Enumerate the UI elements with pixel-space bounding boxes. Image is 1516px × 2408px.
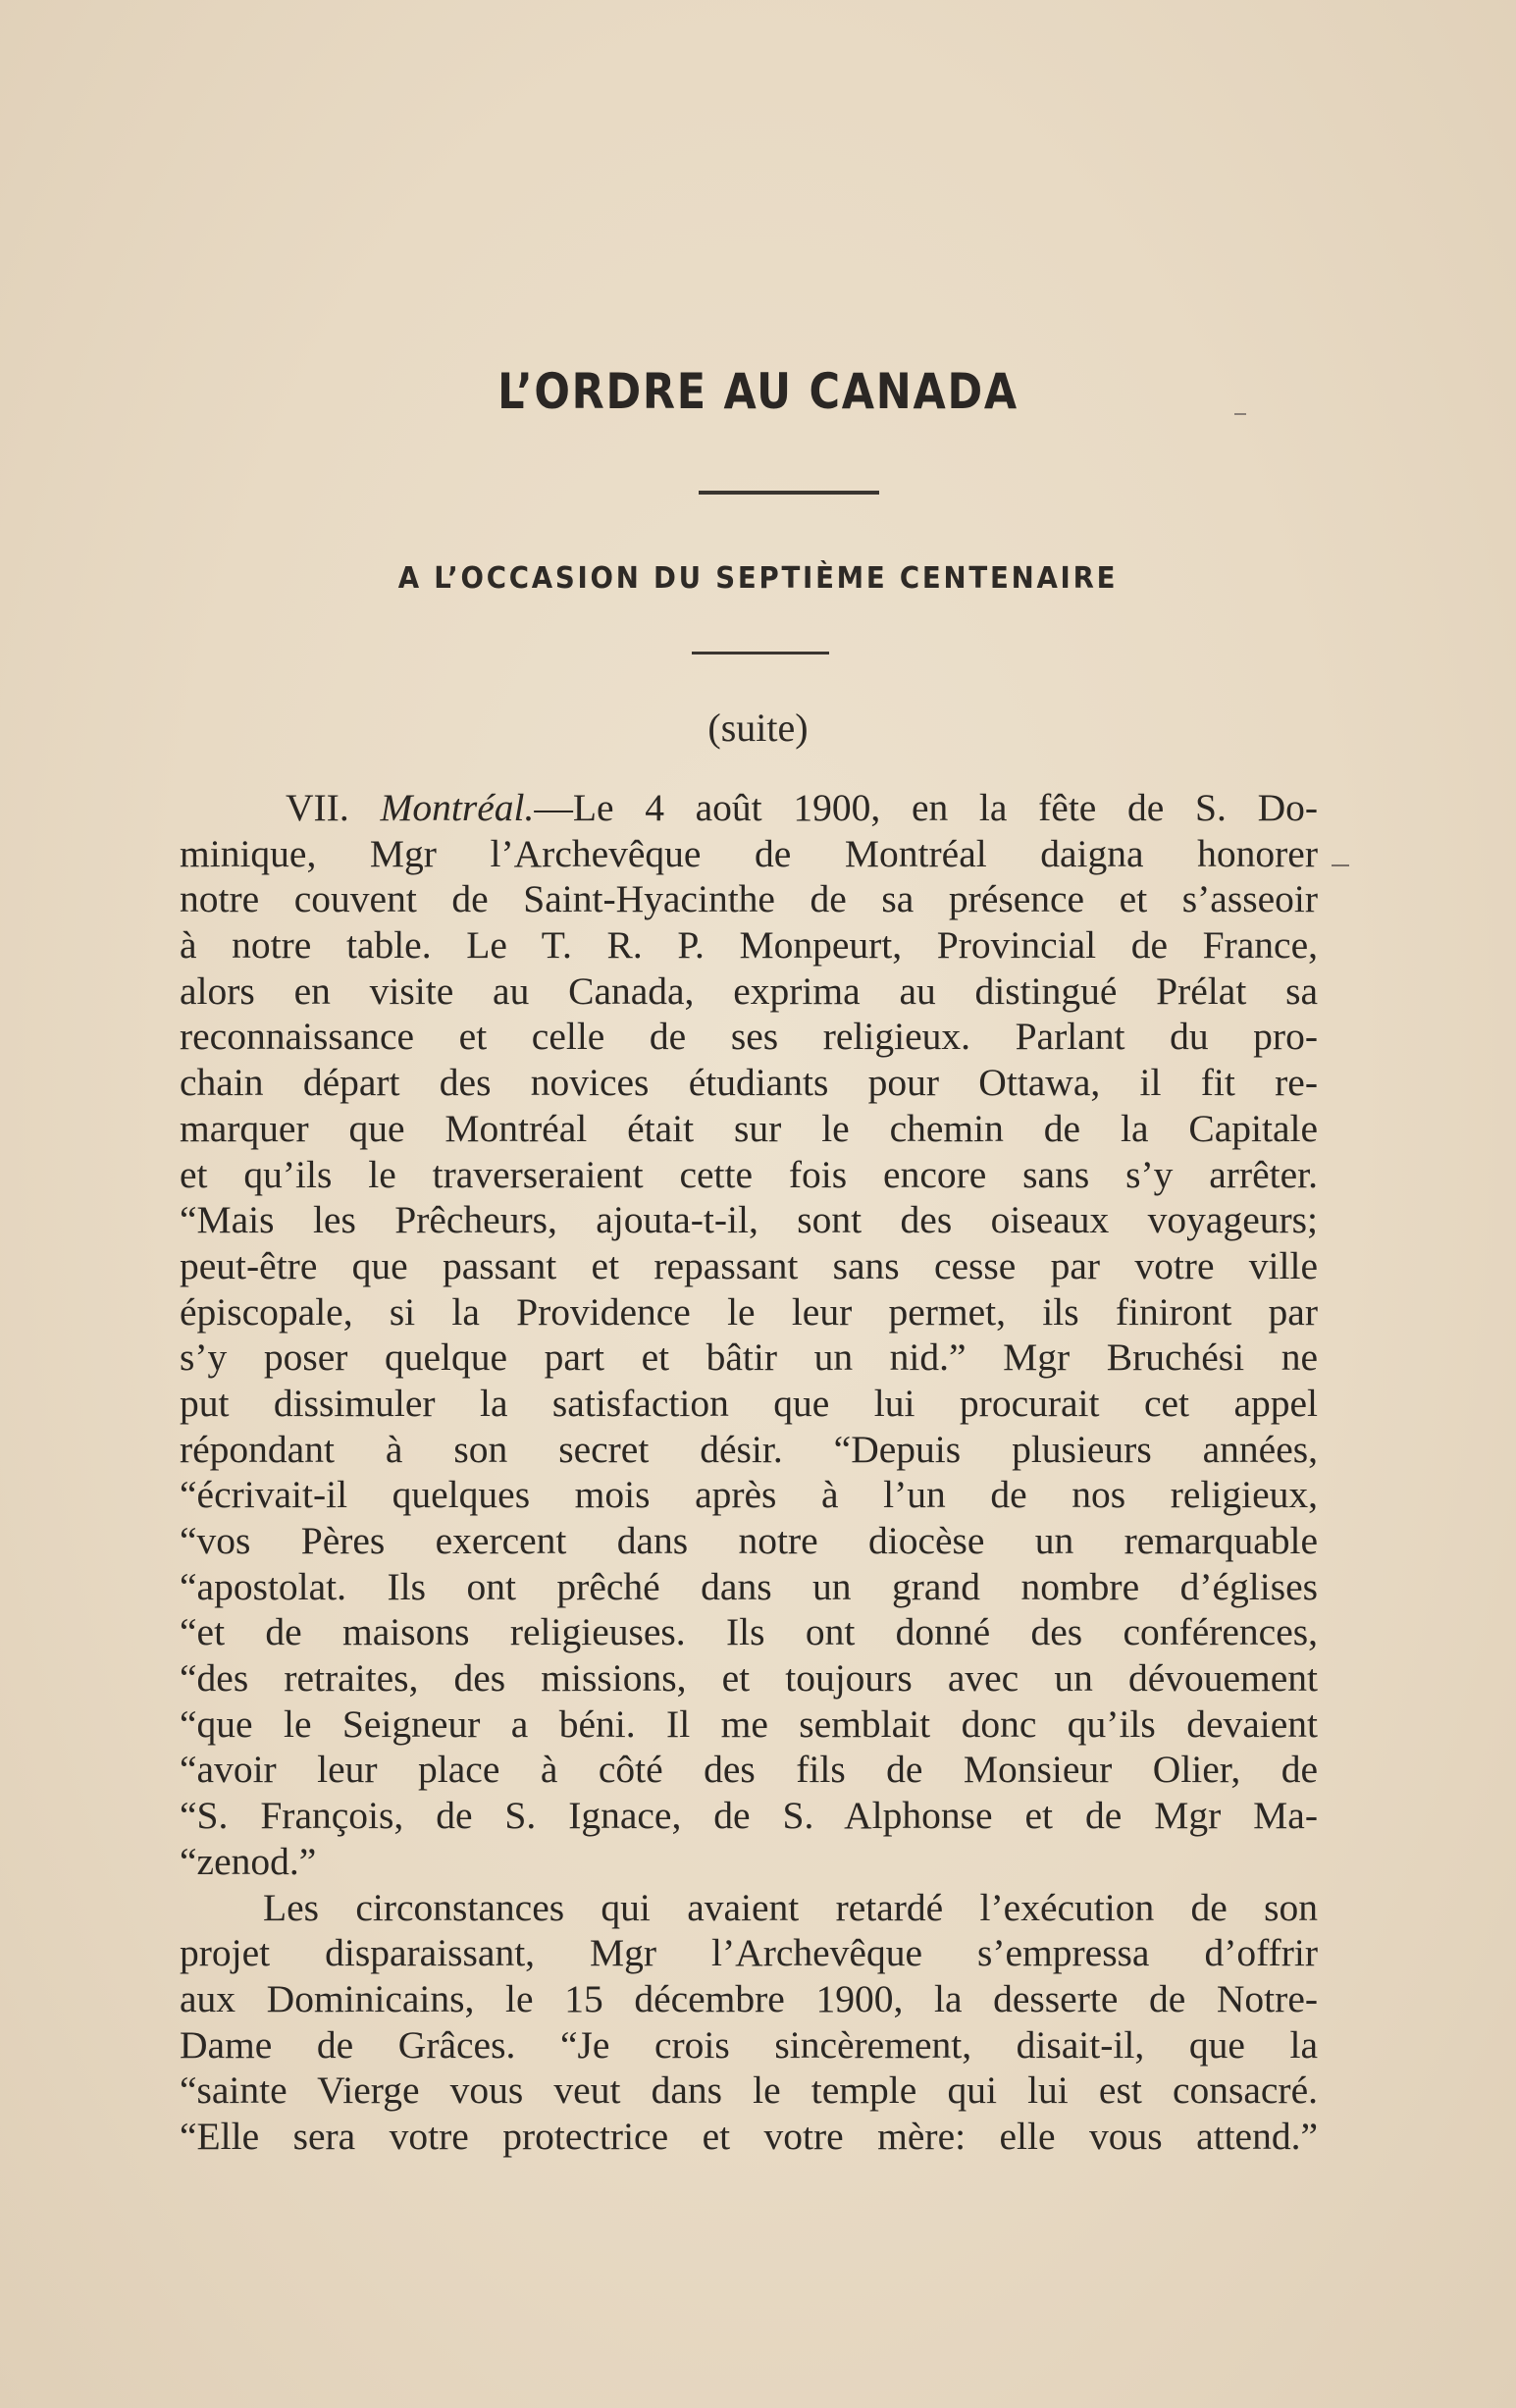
- text-line: Les circonstances qui avaient retardé l’exécution de son: [263, 1885, 1318, 1929]
- text-line: minique, Mgr l’Archevêque de Montréal daigna honorer: [180, 831, 1318, 875]
- text-line: “S. François, de S. Ignace, de S. Alphonse et de Mgr Ma-: [180, 1794, 1318, 1838]
- text-line: “avoir leur place à côté des fils de Monsieur Olier, de: [180, 1748, 1318, 1792]
- text-line: répondant à son secret désir. “Depuis plusieurs années,: [180, 1427, 1318, 1471]
- text-line: et qu’ils le traverseraient cette fois encore sans s’y arrêter.: [180, 1152, 1318, 1196]
- article-body: [180, 785, 1318, 2160]
- text-line: notre couvent de Saint-Hyacinthe de sa présence et s’asseoir: [180, 877, 1318, 921]
- text-line: “que le Seigneur a béni. Il me semblait donc qu’ils devaient: [180, 1701, 1318, 1746]
- text-line: aux Dominicains, le 15 décembre 1900, la desserte de Notre-: [180, 1976, 1318, 2020]
- text-line: “écrivait-il quelques mois après à l’un de nos religieux,: [180, 1473, 1318, 1517]
- page-title: L’ORDRE AU CANADA: [497, 363, 1019, 420]
- text-line: s’y poser quelque part et bâtir un nid.” Mgr Bruchési ne: [180, 1335, 1318, 1380]
- text-line: chain départ des novices étudiants pour Ottawa, il fit re-: [180, 1061, 1318, 1105]
- text-line: à notre table. Le T. R. P. Monpeurt, Provincial de France,: [180, 923, 1318, 968]
- text-line: peut-être que passant et repassant sans cesse par votre ville: [180, 1243, 1318, 1287]
- text-line: marquer que Montréal était sur le chemin de la Capitale: [180, 1106, 1318, 1150]
- text-line: épiscopale, si la Providence le leur permet, ils finiront par: [180, 1289, 1318, 1334]
- text-line: “et de maisons religieuses. Ils ont donné des conférences,: [180, 1610, 1318, 1654]
- text-line: “Mais les Prêcheurs, ajouta-t-il, sont des oiseaux voyageurs;: [180, 1198, 1318, 1242]
- text-line: put dissimuler la satisfaction que lui procurait cet appel: [180, 1381, 1318, 1425]
- text-line: reconnaissance et celle de ses religieux. Parlant du pro-: [180, 1015, 1318, 1059]
- text-line: projet disparaissant, Mgr l’Archevêque s’empressa d’offrir: [180, 1931, 1318, 1975]
- page-subtitle: A L’OCCASION DU SEPTIÈME CENTENAIRE: [397, 561, 1119, 596]
- text-line: [180, 785, 1318, 831]
- text-line: “apostolat. Ils ont prêché dans un grand nombre d’églises: [180, 1564, 1318, 1608]
- section-place: Montréal.: [380, 786, 535, 829]
- text-line: “vos Pères exercent dans notre diocèse un remarquable: [180, 1519, 1318, 1562]
- text-line-content: —Le 4 août 1900, en la fête de S. Do-: [534, 786, 1319, 829]
- section-number: VII.: [286, 786, 349, 829]
- margin-dash: [1332, 864, 1349, 866]
- text-line: “zenod.”: [180, 1839, 317, 1883]
- text-line: “sainte Vierge vous veut dans le temple qui lui est consacré.: [180, 2068, 1318, 2113]
- text-line: “des retraites, des missions, et toujours avec un dévouement: [180, 1656, 1318, 1701]
- text-line: alors en visite au Canada, exprima au distingué Prélat sa: [180, 968, 1318, 1013]
- continuation-label: (suite): [707, 706, 809, 750]
- title-rule: [699, 491, 879, 495]
- text-line: Dame de Grâces. “Je crois sincèrement, disait-il, que la: [180, 2022, 1318, 2067]
- subtitle-rule: [692, 652, 829, 654]
- text-line: “Elle sera votre protectrice et votre mère: elle vous attend.”: [180, 2114, 1318, 2158]
